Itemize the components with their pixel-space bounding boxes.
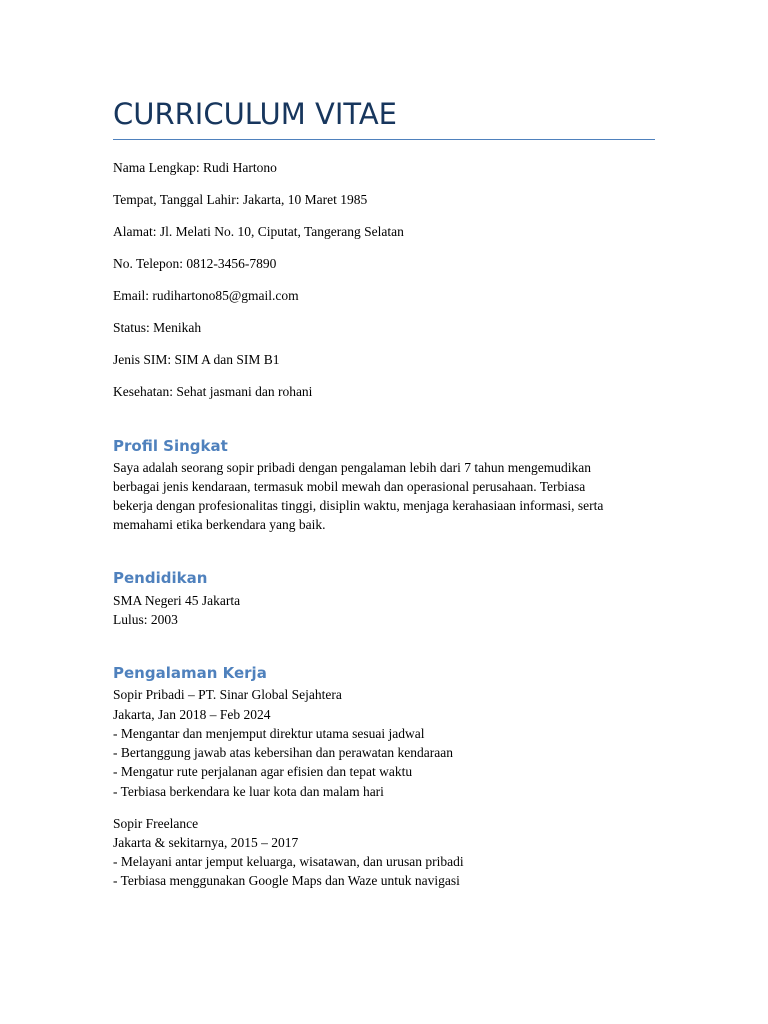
document-title: CURRICULUM VITAE bbox=[113, 97, 397, 131]
profile-line: bekerja dengan profesionalitas tinggi, disiplin waktu, menjaga kerahasiaan informasi, serta bbox=[113, 498, 604, 513]
title-underline bbox=[113, 139, 655, 140]
profile-line: berbagai jenis kendaraan, termasuk mobil mewah dan operasional perusahaan. Terbiasa bbox=[113, 479, 586, 494]
job-duty: - Terbiasa berkendara ke luar kota dan malam hari bbox=[113, 784, 384, 799]
job-location-date: Jakarta & sekitarnya, 2015 – 2017 bbox=[113, 835, 299, 850]
info-marital-status: Status: Menikah bbox=[113, 320, 202, 335]
info-health: Kesehatan: Sehat jasmani dan rohani bbox=[113, 384, 313, 399]
info-license: Jenis SIM: SIM A dan SIM B1 bbox=[113, 352, 280, 367]
info-phone: No. Telepon: 0812-3456-7890 bbox=[113, 256, 277, 271]
info-address: Alamat: Jl. Melati No. 10, Ciputat, Tangerang Selatan bbox=[113, 224, 404, 239]
section-heading-profile: Profil Singkat bbox=[113, 437, 228, 455]
education-school: SMA Negeri 45 Jakarta bbox=[113, 593, 241, 608]
info-birth: Tempat, Tanggal Lahir: Jakarta, 10 Maret 1985 bbox=[113, 192, 368, 207]
job-duty: - Mengantar dan menjemput direktur utama sesuai jadwal bbox=[113, 726, 425, 741]
job-location-date: Jakarta, Jan 2018 – Feb 2024 bbox=[113, 707, 271, 722]
section-heading-experience: Pengalaman Kerja bbox=[113, 664, 267, 682]
section-heading-education: Pendidikan bbox=[113, 569, 208, 587]
profile-line: Saya adalah seorang sopir pribadi dengan pengalaman lebih dari 7 tahun mengemudikan bbox=[113, 460, 591, 475]
info-full-name: Nama Lengkap: Rudi Hartono bbox=[113, 160, 277, 175]
job-duty: - Terbiasa menggunakan Google Maps dan Waze untuk navigasi bbox=[113, 873, 460, 888]
job-duty: - Mengatur rute perjalanan agar efisien dan tepat waktu bbox=[113, 764, 413, 779]
job-title: Sopir Freelance bbox=[113, 816, 199, 831]
profile-line: memahami etika berkendara yang baik. bbox=[113, 517, 326, 532]
job-duty: - Melayani antar jemput keluarga, wisatawan, dan urusan pribadi bbox=[113, 854, 464, 869]
education-graduation: Lulus: 2003 bbox=[113, 612, 178, 627]
job-duty: - Bertanggung jawab atas kebersihan dan perawatan kendaraan bbox=[113, 745, 453, 760]
job-title: Sopir Pribadi – PT. Sinar Global Sejahtera bbox=[113, 687, 342, 702]
info-email: Email: rudihartono85@gmail.com bbox=[113, 288, 299, 303]
